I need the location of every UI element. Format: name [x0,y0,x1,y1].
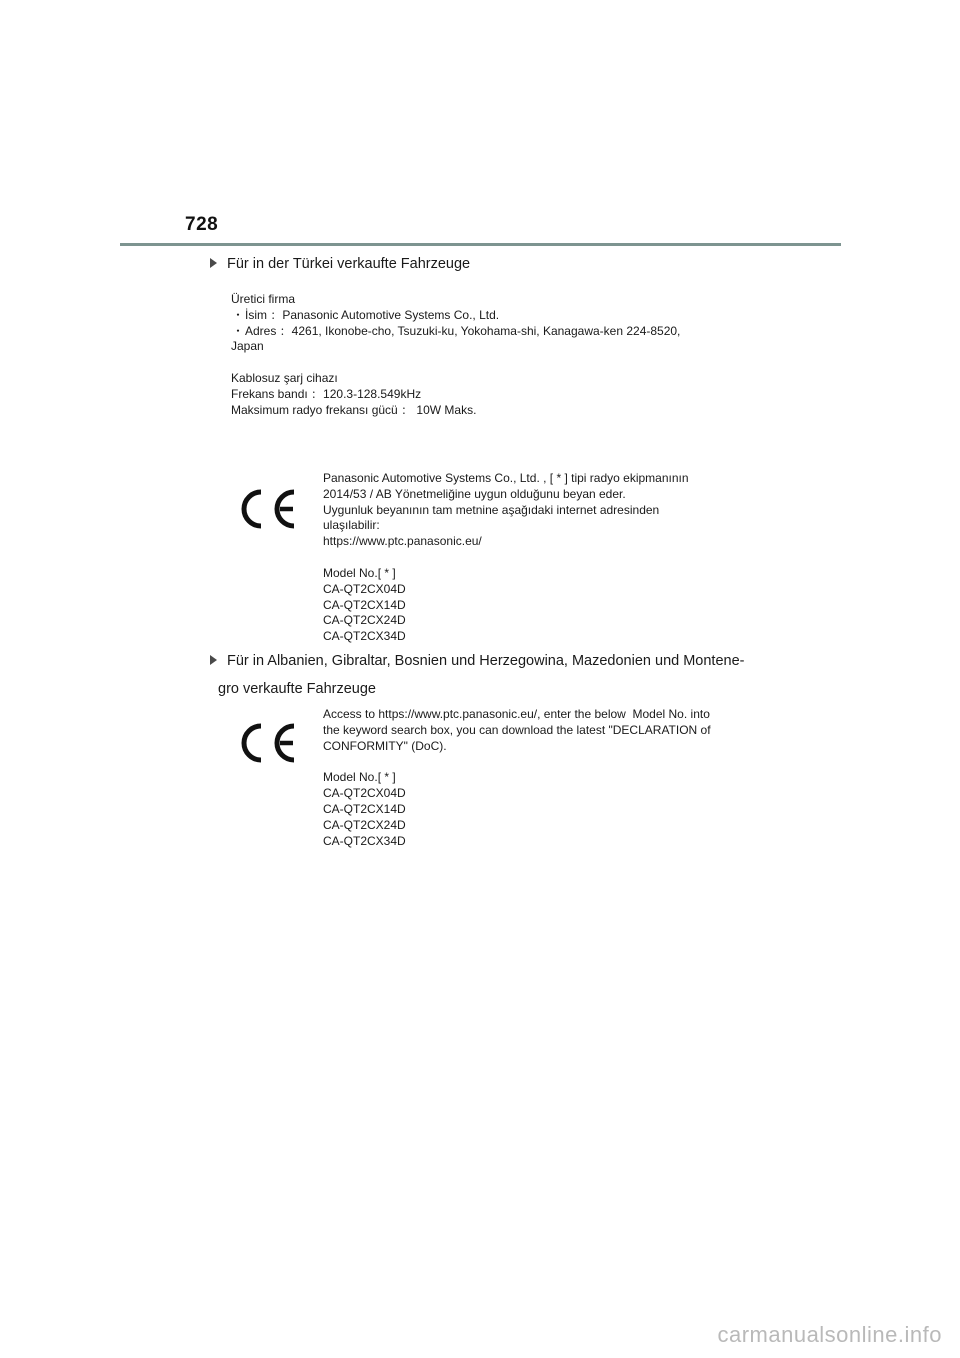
manufacturer-address-line2: Japan [231,339,264,354]
model-item: CA-QT2CX14D [323,801,406,816]
power-line: Maksimum radyo frekansı gücü ： 10W Maks. [231,402,477,417]
declaration-line: Access to https://www.ptc.panasonic.eu/, enter the below Model No. into [323,707,710,721]
manufacturer-label: Üretici firma [231,292,296,306]
model-item: CA-QT2CX04D [323,786,406,801]
ce-mark-icon [240,722,298,764]
model-number-label: Model No.[ * ] [323,770,396,785]
bullet-icon: ・ [231,323,244,338]
section-heading-balkans-text-line2: gro verkaufte Fahrzeuge [218,681,376,697]
page-number: 728 [185,214,219,235]
triangle-right-icon [210,258,217,268]
manufacturer-address-row [231,324,680,340]
manufacturer-address: Adres ：4261, Ikonobe-cho, Tsuzuki-ku, Yokohama-shi, Kanagawa-ken 224-8520, [245,323,681,338]
declaration-url: https://www.ptc.panasonic.eu/ [323,534,482,549]
declaration-block-turkey [323,471,689,645]
frequency-line: Frekans bandı ：120.3-128.549kHz [231,386,422,401]
section-heading-turkey-text: Für in der Türkei verkaufte Fahrzeuge [227,256,471,272]
model-item: CA-QT2CX34D [323,629,406,644]
model-item: CA-QT2CX24D [323,817,406,832]
charger-label: Kablosuz şarj cihazı [231,371,338,386]
model-item: CA-QT2CX14D [323,597,406,612]
declaration-line: Uygunluk beyanının tam metnine aşağıdaki internet adresinden [323,502,660,517]
section-heading-turkey [210,253,470,276]
ce-mark-icon [240,488,298,530]
manufacturer-block [231,292,680,419]
spacer [323,754,711,770]
declaration-line: ulaşılabilir: [323,518,380,533]
declaration-line: 2014/53 / AB Yönetmeliğine uygun olduğunu beyan eder. [323,486,626,501]
declaration-line: Panasonic Automotive Systems Co., Ltd. , [ * ] tipi radyo ekipmanının [323,471,689,485]
spacer [323,550,689,566]
section-heading-balkans-text: Für in Albanien, Gibraltar, Bosnien und Herzegowina, Mazedonien und Montene- [227,653,745,669]
header-rule [120,243,841,246]
bullet-icon: ・ [231,307,244,322]
declaration-line: the keyword search box, you can download the latest "DECLARATION of [323,722,711,737]
footer-watermark: carmanualsonline.info [717,1322,942,1347]
section-heading-balkans [210,650,744,701]
model-number-label: Model No.[ * ] [323,565,396,580]
model-item: CA-QT2CX34D [323,833,406,848]
spacer [231,355,680,371]
triangle-right-icon [210,655,217,665]
manufacturer-name: İsim ：Panasonic Automotive Systems Co., Ltd. [245,307,500,322]
manufacturer-name-row [231,308,680,324]
model-item: CA-QT2CX24D [323,613,406,628]
declaration-line: CONFORMITY" (DoC). [323,738,447,753]
declaration-block-balkans [323,707,711,849]
model-item: CA-QT2CX04D [323,581,406,596]
